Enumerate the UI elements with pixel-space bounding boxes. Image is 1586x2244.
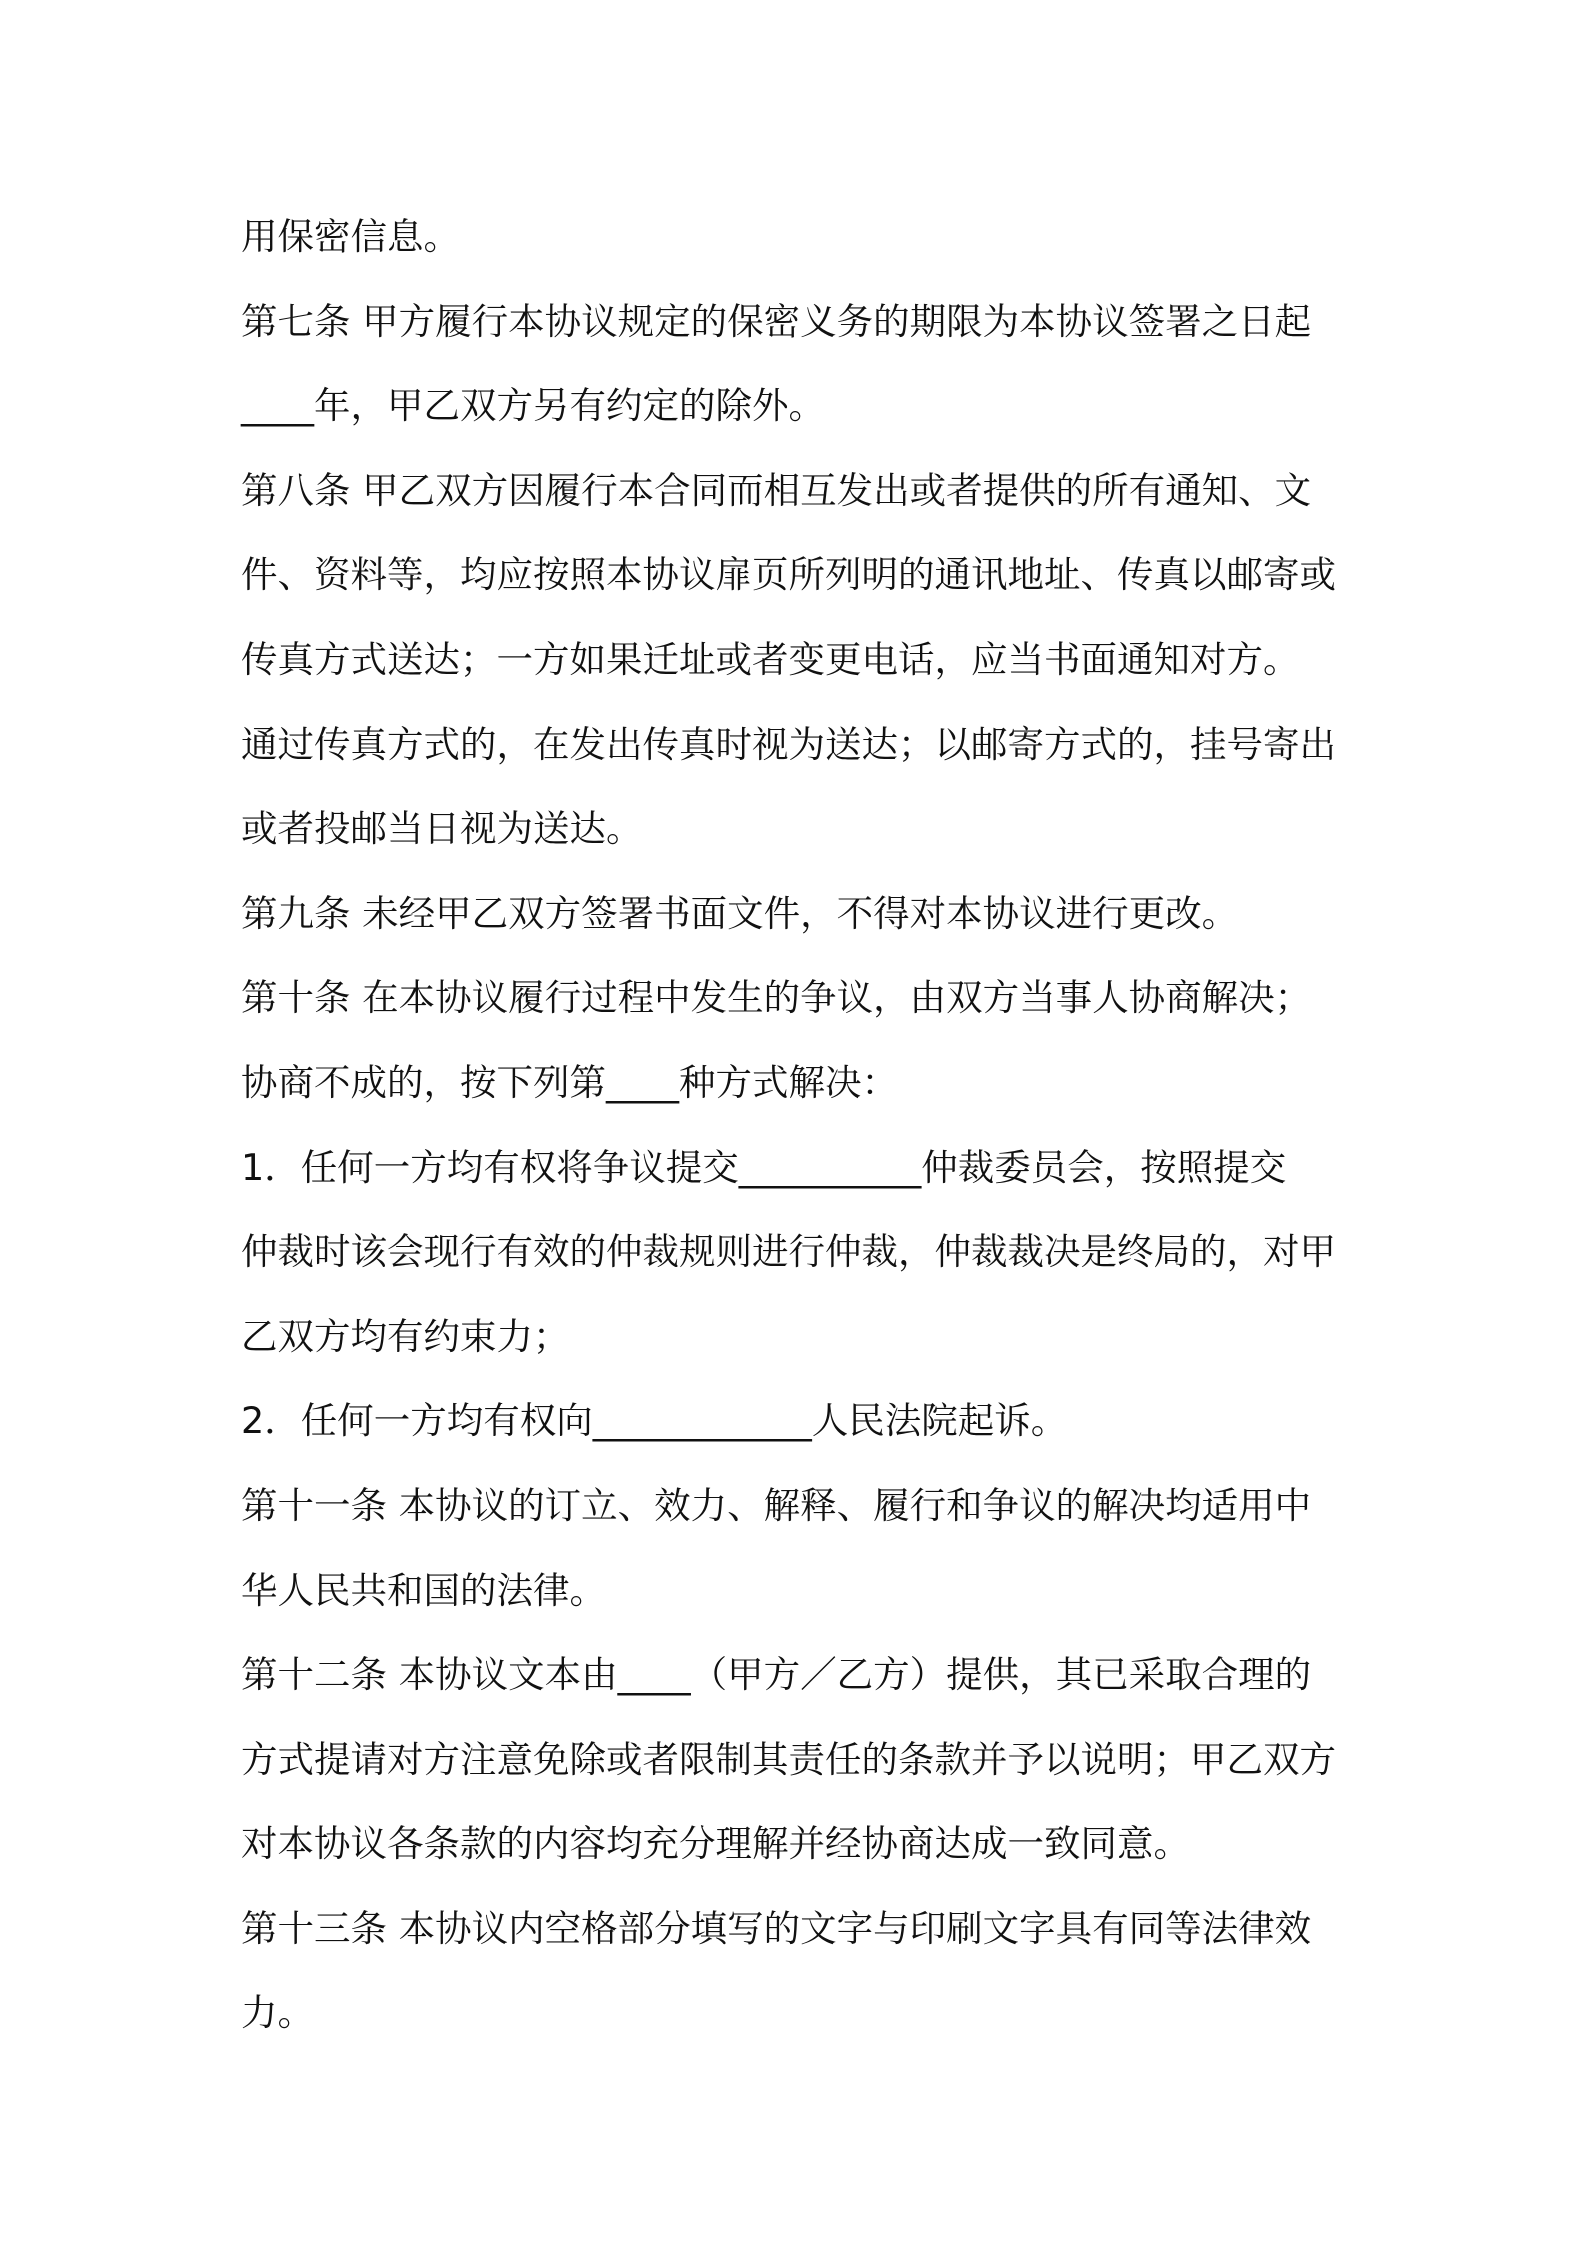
text-line: 件、资料等，均应按照本协议扉页所列明的通讯地址、传真以邮寄或 <box>241 553 1336 597</box>
text-line: 仲裁时该会现行有效的仲裁规则进行仲裁，仲裁裁决是终局的，对甲 <box>241 1230 1336 1274</box>
text-line: 协商不成的，按下列第____种方式解决： <box>241 1060 898 1104</box>
text-line: 通过传真方式的，在发出传真时视为送达；以邮寄方式的，挂号寄出 <box>241 722 1336 766</box>
text-line: 第九条 未经甲乙双方签署书面文件，不得对本协议进行更改。 <box>241 891 1239 935</box>
text-line: 第十三条 本协议内空格部分填写的文字与印刷文字具有同等法律效 <box>241 1906 1312 1950</box>
document-body <box>241 195 1356 2056</box>
text-line: 对本协议各条款的内容均充分理解并经协商达成一致同意。 <box>241 1822 1190 1866</box>
text-line: 第七条 甲方履行本协议规定的保密义务的期限为本协议签署之日起 <box>241 299 1312 343</box>
text-line: 华人民共和国的法律。 <box>241 1568 606 1612</box>
text-line: 第八条 甲乙双方因履行本合同而相互发出或者提供的所有通知、文 <box>241 468 1312 512</box>
text-line: 用保密信息。 <box>241 215 460 258</box>
text-line: 2．任何一方均有权向____________人民法院起诉。 <box>241 1399 1068 1443</box>
text-line: 传真方式送达；一方如果迁址或者变更电话，应当书面通知对方。 <box>241 637 1300 681</box>
text-line: 1．任何一方均有权将争议提交__________仲裁委员会，按照提交 <box>241 1145 1287 1189</box>
text-line: 第十条 在本协议履行过程中发生的争议，由双方当事人协商解决； <box>241 976 1312 1020</box>
text-line: ____年，甲乙双方另有约定的除外。 <box>241 384 825 428</box>
text-line: 第十一条 本协议的订立、效力、解释、履行和争议的解决均适用中 <box>241 1483 1312 1527</box>
text-line: 第十二条 本协议文本由____（甲方／乙方）提供，其已采取合理的 <box>241 1653 1312 1697</box>
text-line: 乙双方均有约束力； <box>241 1314 570 1358</box>
text-line: 或者投邮当日视为送达。 <box>241 807 643 851</box>
text-line: 力。 <box>241 1991 314 2035</box>
text-line: 方式提请对方注意免除或者限制其责任的条款并予以说明；甲乙双方 <box>241 1737 1336 1781</box>
